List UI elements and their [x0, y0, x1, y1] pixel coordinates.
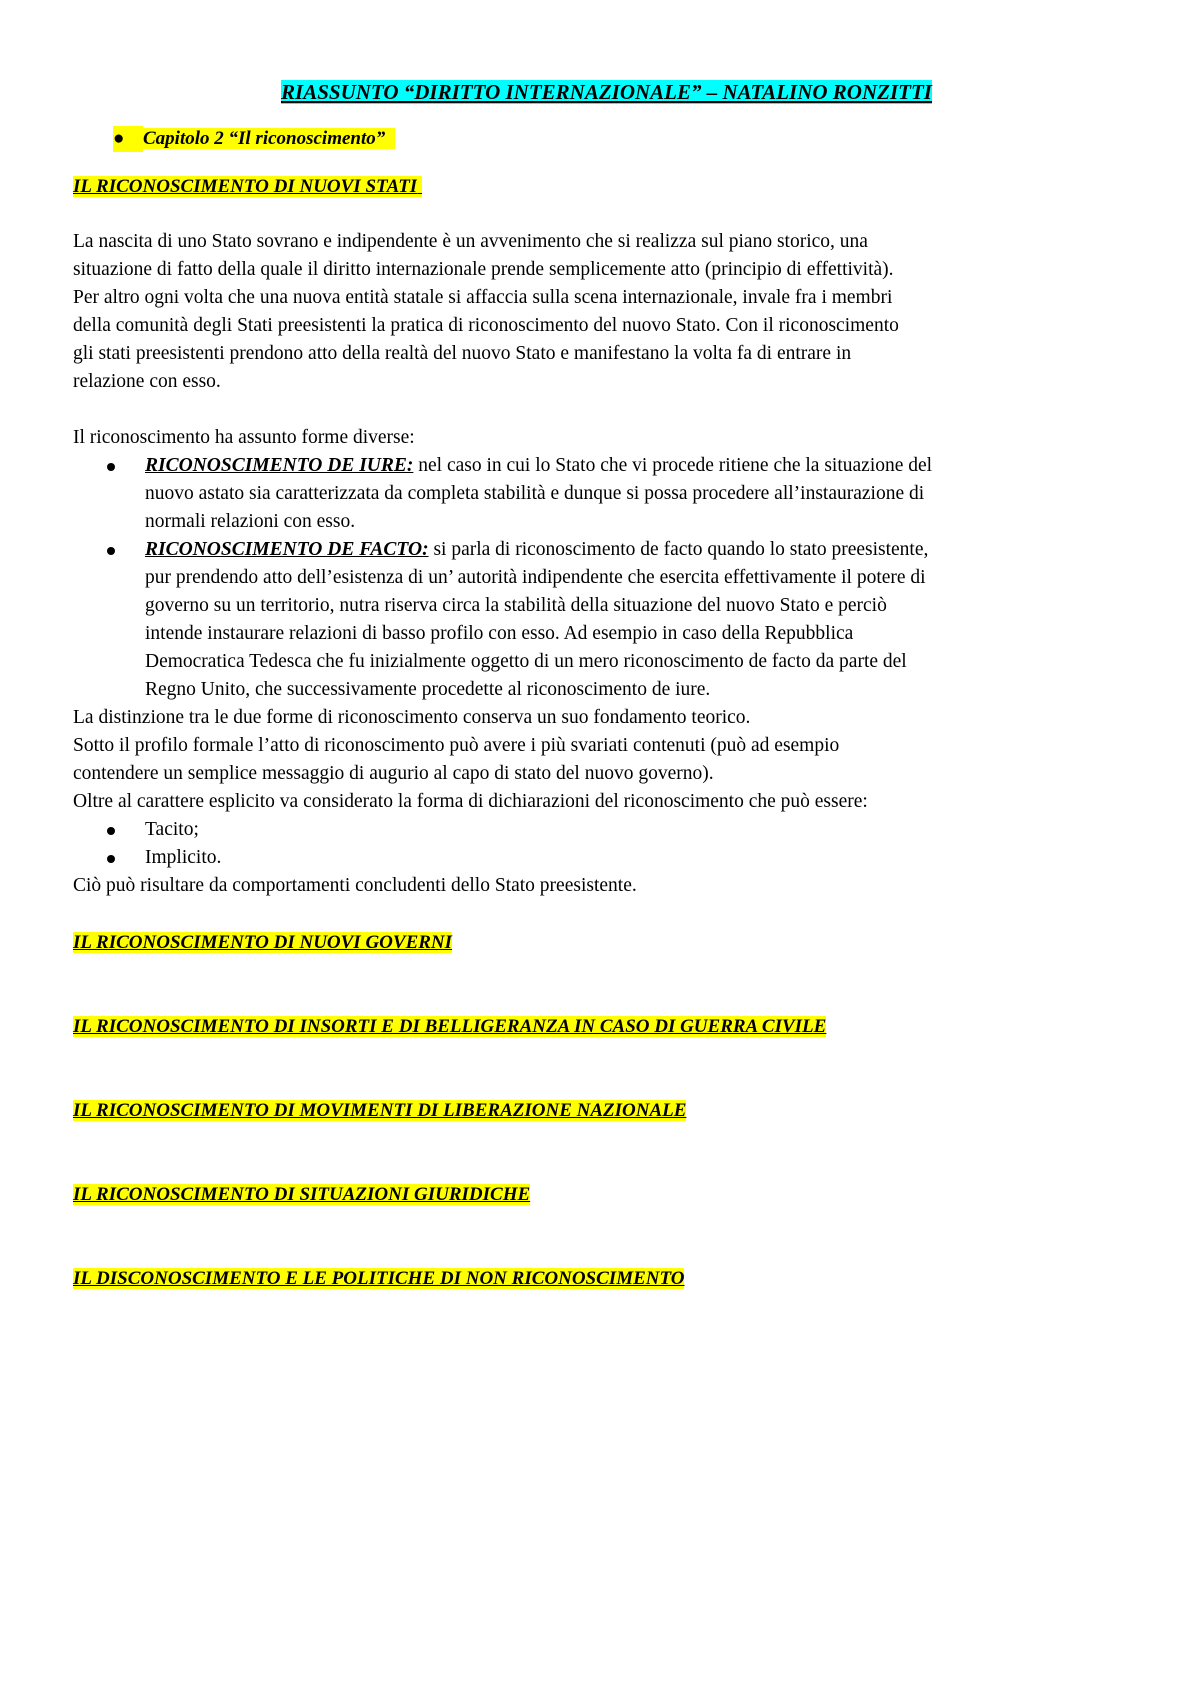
- bullet-icon: [107, 827, 115, 835]
- recognition-forms-list: [73, 452, 1140, 704]
- text-line: Regno Unito, che successivamente procedette al riconoscimento de iure.: [145, 679, 711, 700]
- text-line: pur prendendo atto dell’esistenza di un’ autorità indipendente che esercita effettivamente il potere di: [145, 567, 926, 588]
- text-line: si parla di riconoscimento de facto quando lo stato preesistente,: [428, 539, 929, 560]
- section-heading-text: IL RICONOSCIMENTO DI NUOVI GOVERNI: [73, 932, 453, 953]
- text-line: contendere un semplice messaggio di augurio al capo di stato del nuovo governo).: [73, 763, 714, 784]
- section-heading-situazioni: [73, 1182, 1140, 1208]
- text-line: gli stati preesistenti prendono atto della realtà del nuovo Stato e manifestano la volta fa di entrare in: [73, 343, 852, 364]
- after-paragraph: [73, 704, 1140, 816]
- chapter-heading: [113, 126, 1140, 152]
- term-de-facto: RICONOSCIMENTO DE FACTO:: [145, 539, 429, 560]
- text-line: situazione di fatto della quale il diritto internazionale prende semplicemente atto (principio di effettività).: [73, 259, 894, 280]
- section-heading-text: IL RICONOSCIMENTO DI MOVIMENTI DI LIBERAZIONE NAZIONALE: [73, 1100, 687, 1121]
- bullet-icon: [107, 547, 115, 555]
- text-line: intende instaurare relazioni di basso profilo con esso. Ad esempio in caso della Repubblica: [145, 623, 854, 644]
- section-heading-movimenti: [73, 1098, 1140, 1124]
- declaration-forms-list: [73, 816, 1140, 872]
- intro-paragraph: [73, 228, 1140, 396]
- text-line: nel caso in cui lo Stato che vi procede ritiene che la situazione del: [413, 455, 933, 476]
- text-line: nuovo astato sia caratterizzata da completa stabilità e dunque si possa procedere all’instaurazione di: [145, 483, 925, 504]
- text-line: Democratica Tedesca che fu inizialmente oggetto di un mero riconoscimento de facto da parte del: [145, 651, 907, 672]
- list-item-text: Tacito;: [145, 819, 199, 840]
- list-item: [145, 844, 1140, 872]
- bullet-icon: [107, 463, 115, 471]
- section-heading-insorti: [73, 1014, 1140, 1040]
- text-line: Sotto il profilo formale l’atto di riconoscimento può avere i più svariati contenuti (può ad esempio: [73, 735, 840, 756]
- section-heading-text: IL RICONOSCIMENTO DI INSORTI E DI BELLIGERANZA IN CASO DI GUERRA CIVILE: [73, 1016, 827, 1037]
- text-line: normali relazioni con esso.: [145, 511, 356, 532]
- bullet-icon: ●: [113, 126, 143, 152]
- closing-line: Ciò può risultare da comportamenti concludenti dello Stato preesistente.: [73, 875, 637, 896]
- text-line: La nascita di uno Stato sovrano e indipendente è un avvenimento che si realizza sul piano storico, una: [73, 231, 868, 252]
- list-item: [145, 536, 1140, 704]
- section-heading-disconoscimento: [73, 1266, 1140, 1292]
- term-de-iure: RICONOSCIMENTO DE IURE:: [145, 455, 414, 476]
- section-heading-text: IL RICONOSCIMENTO DI SITUAZIONI GIURIDICHE: [73, 1184, 531, 1205]
- section-heading-text: IL DISCONOSCIMENTO E LE POLITICHE DI NON RICONOSCIMENTO: [73, 1268, 685, 1289]
- bullet-icon: [107, 855, 115, 863]
- list-item: [145, 816, 1140, 844]
- text-line: relazione con esso.: [73, 371, 221, 392]
- section-heading-nuovi-stati: [73, 174, 1140, 200]
- text-line: Oltre al carattere esplicito va considerato la forma di dichiarazioni del riconoscimento che può essere:: [73, 791, 868, 812]
- list-item: [145, 452, 1140, 536]
- text-line: governo su un territorio, nutra riserva circa la stabilità della situazione del nuovo Stato e perciò: [145, 595, 887, 616]
- chapter-title: Capitolo 2 “Il riconoscimento”: [143, 128, 395, 149]
- document-title-line: [73, 78, 1140, 106]
- text-line: La distinzione tra le due forme di riconoscimento conserva un suo fondamento teorico.: [73, 707, 751, 728]
- text-line: Per altro ogni volta che una nuova entità statale si affaccia sulla scena internazionale, invale fra i membri: [73, 287, 893, 308]
- forms-intro: Il riconoscimento ha assunto forme diverse:: [73, 427, 415, 448]
- text-line: della comunità degli Stati preesistenti la pratica di riconoscimento del nuovo Stato. Con il riconoscimento: [73, 315, 899, 336]
- document-title: RIASSUNTO “DIRITTO INTERNAZIONALE” – NATALINO RONZITTI: [281, 80, 932, 104]
- list-item-text: Implicito.: [145, 847, 222, 868]
- section-heading-text: IL RICONOSCIMENTO DI NUOVI STATI: [73, 176, 418, 197]
- section-heading-nuovi-governi: [73, 930, 1140, 956]
